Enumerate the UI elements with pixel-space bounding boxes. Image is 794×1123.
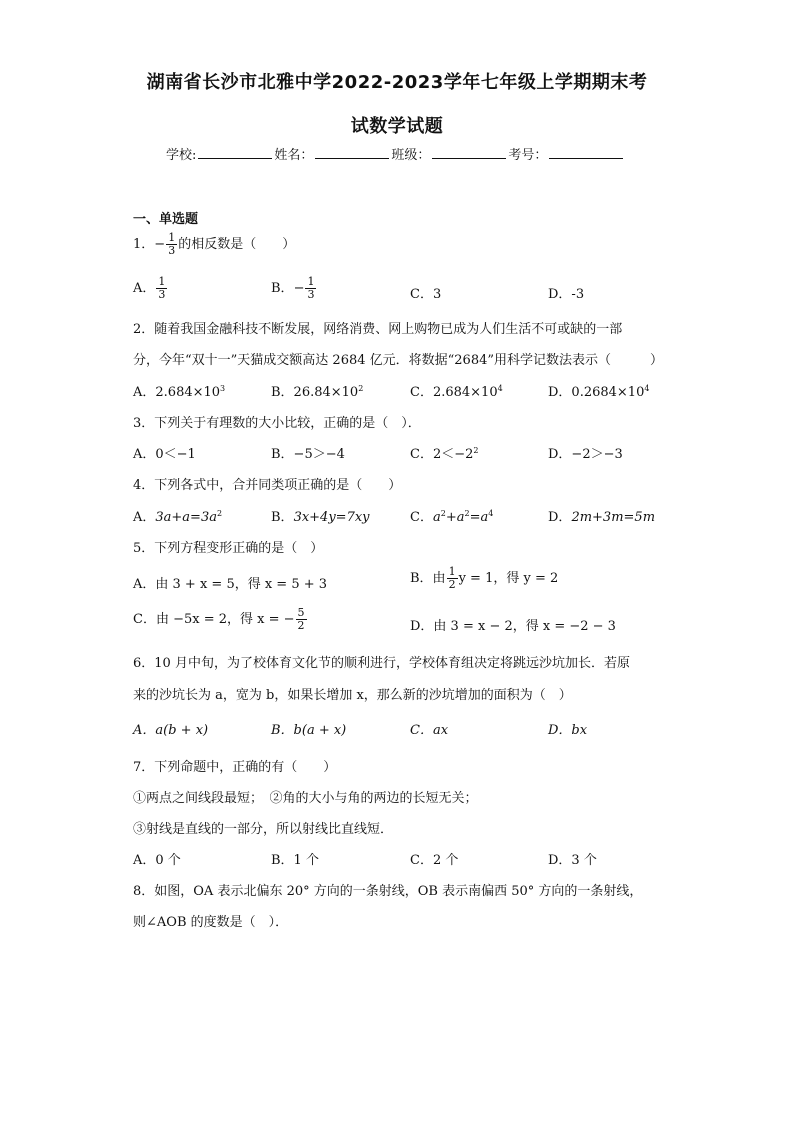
class-blank	[432, 146, 506, 159]
q5-c-den: 2	[297, 619, 305, 632]
q1-minus: −	[154, 237, 166, 252]
q5-option-a: A．由 3 + x = 5，得 x = 5 + 3	[133, 577, 328, 592]
q5-option-b	[410, 566, 558, 591]
q2-option-a	[133, 381, 225, 400]
q6-option-a: A．a(b + x)	[133, 723, 209, 738]
q6-option-d: D．bx	[548, 723, 588, 738]
q5-b-den: 2	[448, 578, 456, 591]
q4-c-term2: +a	[445, 510, 465, 525]
q4-option-d	[548, 506, 655, 525]
q5-option-c	[133, 607, 308, 632]
q3-option-a: A．0＜−1	[133, 447, 196, 462]
q4-c-exp1: 2	[440, 509, 446, 518]
q4-c-exp2: 2	[464, 509, 470, 518]
q5-c-num: 5	[297, 606, 305, 619]
q1-option-c: C．3	[410, 287, 442, 302]
q1-b-num: 1	[307, 275, 315, 288]
question-5: 5．下列方程变形正确的是（ ）	[133, 541, 324, 556]
question-3: 3．下列关于有理数的大小比较，正确的是（ ）．	[133, 416, 421, 431]
question-8-line1: 8．如图，OA 表示北偏东 20° 方向的一条射线，OB 表示南偏西 50° 方向的一条射线，	[133, 884, 643, 899]
q4-b-expr: 3x+4y=7xy	[293, 510, 370, 525]
q7-statement-3: ③射线是直线的一部分，所以射线比直线短．	[133, 822, 394, 837]
q4-option-b	[271, 506, 370, 525]
question-8-line2: 则∠AOB 的度数是（ ）．	[133, 915, 289, 930]
q5-c-pre: C．由 −5x = 2，得 x = −	[133, 612, 295, 627]
class-label: 班级：	[391, 148, 431, 163]
q1-a-fraction	[156, 276, 167, 301]
q7-option-c: C．2 个	[410, 853, 459, 868]
q4-option-a	[133, 506, 222, 525]
q4-b-label: B．	[271, 510, 294, 525]
q1-num: 1	[168, 231, 176, 244]
q5-b-num: 1	[448, 565, 456, 578]
q7-option-b: B．1 个	[271, 853, 319, 868]
q1-a-label: A．	[133, 281, 156, 296]
q4-c-result: =a	[469, 510, 489, 525]
q3-c-text: C．2＜−2	[410, 447, 474, 462]
question-6-line2: 来的沙坑长为 a，宽为 b，如果长增加 x，那么新的沙坑增加的面积为（ ）	[133, 688, 572, 703]
q3-option-c	[410, 443, 478, 462]
q5-option-d: D．由 3 = x − 2，得 x = −2 − 3	[410, 619, 616, 634]
q7-statements-1-2: ①两点之间线段最短； ②角的大小与角的两边的长短无关；	[133, 791, 478, 806]
q2-option-d	[548, 381, 649, 400]
question-1	[133, 232, 295, 257]
number-blank	[549, 146, 623, 159]
exam-title-line1: 湖南省长沙市北雅中学2022-2023学年七年级上学期期末考	[146, 72, 648, 93]
school-blank	[198, 146, 272, 159]
question-6-line1: 6．10 月中旬，为了校体育文化节的顺利进行，学校体育组决定将跳远沙坑加长．若原	[133, 656, 630, 671]
q2-b-text: B．26.84×10	[271, 385, 359, 400]
q4-option-c	[410, 506, 493, 525]
q1-den: 3	[168, 244, 176, 257]
q4-a-label: A．	[133, 510, 156, 525]
q4-c-exp3: 4	[488, 509, 494, 518]
q5-b-post: y = 1，得 y = 2	[458, 571, 559, 586]
q7-option-a: A．0 个	[133, 853, 181, 868]
question-2-line2: 分，今年“双十一”天猫成交额高达 2684 亿元．将数据“2684”用科学记数法表示（ ）	[133, 353, 664, 368]
q4-d-expr: 2m+3m=5m	[571, 510, 656, 525]
q1-fraction	[166, 232, 177, 257]
question-4: 4．下列各式中，合并同类项正确的是（ ）	[133, 478, 402, 493]
q1-b-label: B．	[271, 281, 294, 296]
q5-b-pre: B．由	[410, 571, 446, 586]
q4-a-exp: 2	[216, 509, 223, 518]
q1-suffix: 的相反数是（ ）	[178, 237, 296, 252]
q1-b-den: 3	[307, 288, 315, 301]
q3-option-b: B．−5＞−4	[271, 447, 345, 462]
q2-c-text: C．2.684×10	[410, 385, 498, 400]
school-label: 学校:	[166, 148, 197, 163]
name-label: 姓名：	[274, 148, 314, 163]
q2-a-text: A．2.684×10	[133, 385, 221, 400]
question-7: 7．下列命题中，正确的有（ ）	[133, 760, 337, 775]
question-2-line1: 2．随着我国金融科技不断发展，网络消费、网上购物已成为人们生活不可或缺的一部	[133, 322, 623, 337]
q1-prefix: 1．	[133, 237, 155, 252]
q7-option-d: D．3 个	[548, 853, 597, 868]
q2-option-c	[410, 381, 503, 400]
q3-option-d: D．−2＞−3	[548, 447, 623, 462]
q4-d-label: D．	[548, 510, 572, 525]
q1-b-fraction	[305, 276, 316, 301]
q2-option-b	[271, 381, 363, 400]
q6-option-b: B．b(a + x)	[271, 723, 347, 738]
name-blank	[315, 146, 389, 159]
exam-title-line2: 试数学试题	[350, 116, 444, 137]
q4-a-expr: 3a+a=3a	[155, 510, 217, 525]
q2-d-text: D．0.2684×10	[548, 385, 645, 400]
q6-option-c: C．ax	[410, 723, 449, 738]
q4-c-label: C．	[410, 510, 433, 525]
q4-c-term1: a	[432, 510, 441, 525]
q1-option-b	[271, 276, 317, 301]
q1-option-d: D．-3	[548, 287, 585, 302]
q2-d-exp: 4	[644, 384, 650, 393]
q1-a-num: 1	[158, 275, 166, 288]
q5-c-fraction	[296, 607, 307, 632]
q1-b-minus: −	[293, 281, 305, 296]
number-label: 考号：	[508, 148, 548, 163]
section-heading: 一、单选题	[133, 212, 199, 227]
q1-option-a	[133, 276, 168, 301]
q2-c-exp: 4	[497, 384, 503, 393]
student-info-row	[166, 144, 625, 163]
q1-a-den: 3	[158, 288, 166, 301]
q2-b-exp: 2	[358, 384, 364, 393]
q3-c-exp: 2	[473, 446, 479, 455]
q5-b-fraction	[447, 566, 458, 591]
q2-a-exp: 3	[220, 384, 226, 393]
